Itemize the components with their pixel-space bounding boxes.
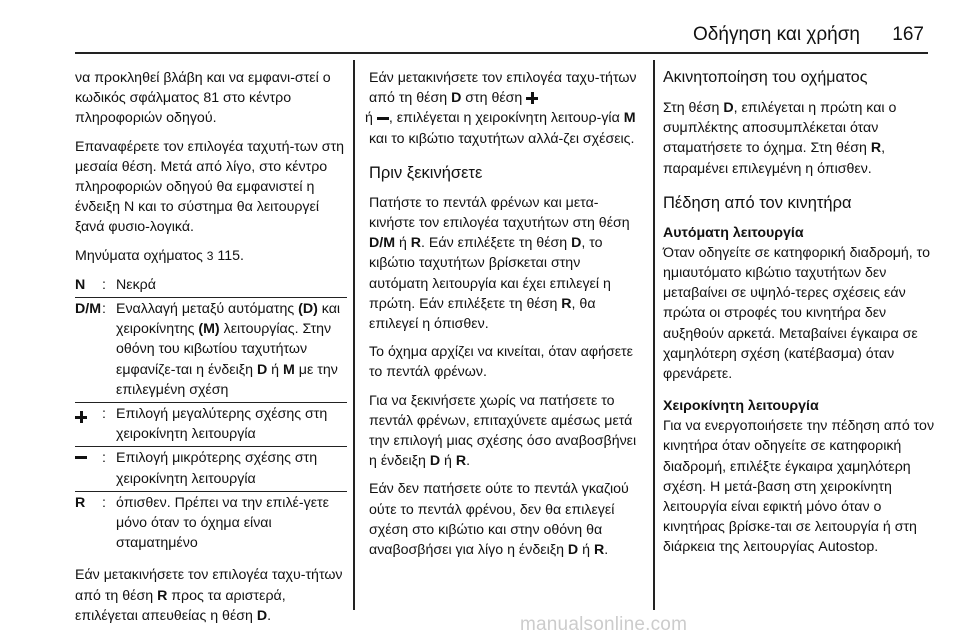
subsection-heading: Αυτόματη λειτουργία	[663, 224, 804, 241]
paragraph: Για να ξεκινήσετε χωρίς να πατήσετε το πεντάλ φρένων, επιταχύνετε αμέσως μετά την επιλογή μιας σχέσης όσο αναβοσβήνει η ένδειξη D ή R.	[369, 392, 637, 470]
column-1	[75, 68, 347, 634]
section-title: Οδήγηση και χρήση	[693, 24, 860, 45]
definition-row: R : όπισθεν. Πρέπει να την επιλέ-γετε μόνο όταν το όχημα είναι σταματημένο	[75, 491, 347, 556]
paragraph: Στη θέση D, επιλέγεται η πρώτη και ο συμπλέκτης αποσυμπλέκεται όταν σταματήσετε το όχημα. Στη θέση R, παραμένει επιλεγμένη η όπισθεν.	[663, 100, 897, 177]
definition-row: : Επιλογή μεγαλύτερης σχέσης στη χειροκίνητη λειτουργία	[75, 402, 347, 446]
section-heading: Ακινητοποίηση του οχήματος	[663, 69, 868, 86]
paragraph: Το όχημα αρχίζει να κινείται, όταν αφήσετε το πεντάλ φρένων.	[369, 344, 633, 381]
definition-row: N : Νεκρά	[75, 274, 347, 297]
paragraph: Εάν μετακινήσετε τον επιλογέα ταχυ-τήτων από τη θέση R προς τα αριστερά, επιλέγεται απευθείας η θέση D.	[75, 567, 343, 624]
plus-icon	[75, 411, 87, 423]
definition-key: R	[75, 494, 86, 511]
column-divider	[653, 60, 655, 610]
paragraph: Εάν μετακινήσετε τον επιλογέα ταχυ-τήτων από τη θέση D στη θέση ή , επιλέγεται η χειροκίνητη λειτουρ-γία M και το κιβώτιο ταχυτήτων αλλά-ζει σχέσεις.	[365, 70, 637, 147]
minus-icon	[377, 117, 389, 120]
definition-key: N	[75, 276, 86, 293]
definition-value: όπισθεν. Πρέπει να την επιλέ-γετε μόνο όταν το όχημα είναι σταματημένο	[116, 494, 329, 552]
header-rule	[75, 52, 928, 54]
column-2	[365, 68, 641, 568]
plus-icon	[526, 92, 538, 104]
section-heading: Πέδηση από τον κινητήρα	[663, 193, 852, 212]
reference-arrow-icon: 3	[206, 248, 214, 263]
paragraph: Για να ενεργοποιήσετε την πέδηση από τον κινητήρα όταν οδηγείτε σε κατηφορική διαδρομή, επιλέξτε έγκαιρα χαμηλότερη σχέση. Η μετά-βαση στη χειροκίνητη λειτουργία είναι εφικτή μόνο όταν ο κινητήρας βρίσκε-ται σε λειτουργία ή στη διάρκεια της λειτουργίας Autostop.	[663, 418, 935, 556]
section-heading: Πριν ξεκινήσετε	[369, 163, 483, 182]
paragraph: Εάν δεν πατήσετε ούτε το πεντάλ γκαζιού ούτε το πεντάλ φρένου, δεν θα επιλεγεί σχέση στο κιβώτιο και στην οθόνη θα αναβοσβήσει για λίγο η ένδειξη D ή R.	[369, 481, 629, 559]
definition-value: Επιλογή μεγαλύτερης σχέσης στη χειροκίνητη λειτουργία	[116, 406, 328, 443]
definition-table	[75, 274, 347, 556]
definition-row: : Επιλογή μικρότερης σχέσης στη χειροκίνητη λειτουργία	[75, 446, 347, 490]
subsection-heading: Χειροκίνητη λειτουργία	[663, 398, 819, 415]
page-header	[0, 0, 960, 52]
definition-row: D/M : Εναλλαγή μεταξύ αυτόματης (D) και χειροκίνητης (M) λειτουργίας. Στην οθόνη του κιβωτίου ταχυτήτων εμφανίζε-ται η ένδειξη D ή M με την επιλεγμένη σχέση	[75, 297, 347, 402]
watermark: manualsonline.com	[520, 614, 688, 635]
column-3	[663, 68, 938, 566]
minus-icon	[75, 456, 87, 459]
definition-value: Εναλλαγή μεταξύ αυτόματης (D) και χειροκίνητης (M) λειτουργίας. Στην οθόνη του κιβωτίου ταχυτήτων εμφανίζε-ται η ένδειξη D ή M με την επιλεγμένη σχέση	[116, 301, 341, 398]
definition-key: D/M	[75, 301, 102, 318]
paragraph: Όταν οδηγείτε σε κατηφορική διαδρομή, το ημιαυτόματο κιβώτιο ταχυτήτων δεν μεταβαίνει σε υψηλό-τερες σχέσεις εάν πρώτα οι στροφές του κινητήρα δεν αυξηθούν αρκετά. Μεταβαίνει έγκαιρα σε χαμηλότερη σχέση (κατέβασμα) όταν φρενάρετε.	[663, 244, 930, 383]
paragraph: να προκληθεί βλάβη και να εμφανι-στεί ο κωδικός σφάλματος 81 στο κέντρο πληροφοριών οδηγού.	[75, 70, 331, 127]
paragraph: Επαναφέρετε τον επιλογέα ταχυτή-των στη μεσαία θέση. Μετά από λίγο, στο κέντρο πληροφοριών οδηγού θα εμφανιστεί η ένδειξη N και το σύστημα θα λειτουργεί ξανά φυσιο-λογικά.	[75, 138, 345, 236]
page-number: 167	[892, 24, 924, 45]
definition-value: Νεκρά	[116, 276, 156, 293]
paragraph: Μηνύματα οχήματος 3 115.	[75, 247, 244, 264]
column-divider	[353, 60, 355, 610]
paragraph: Πατήστε το πεντάλ φρένων και μετα-κινήστε τον επιλογέα ταχυτήτων στη θέση D/M ή R. Εάν επιλέξετε τη θέση D, το κιβώτιο ταχυτήτων βρίσκεται στην αυτόματη λειτουργία και έχει επιλεγεί η πρώτη. Εάν επιλέξετε τη θέση R, θα επιλεγεί η όπισθεν.	[369, 194, 630, 333]
definition-value: Επιλογή μικρότερης σχέσης στη χειροκίνητη λειτουργία	[116, 450, 318, 487]
